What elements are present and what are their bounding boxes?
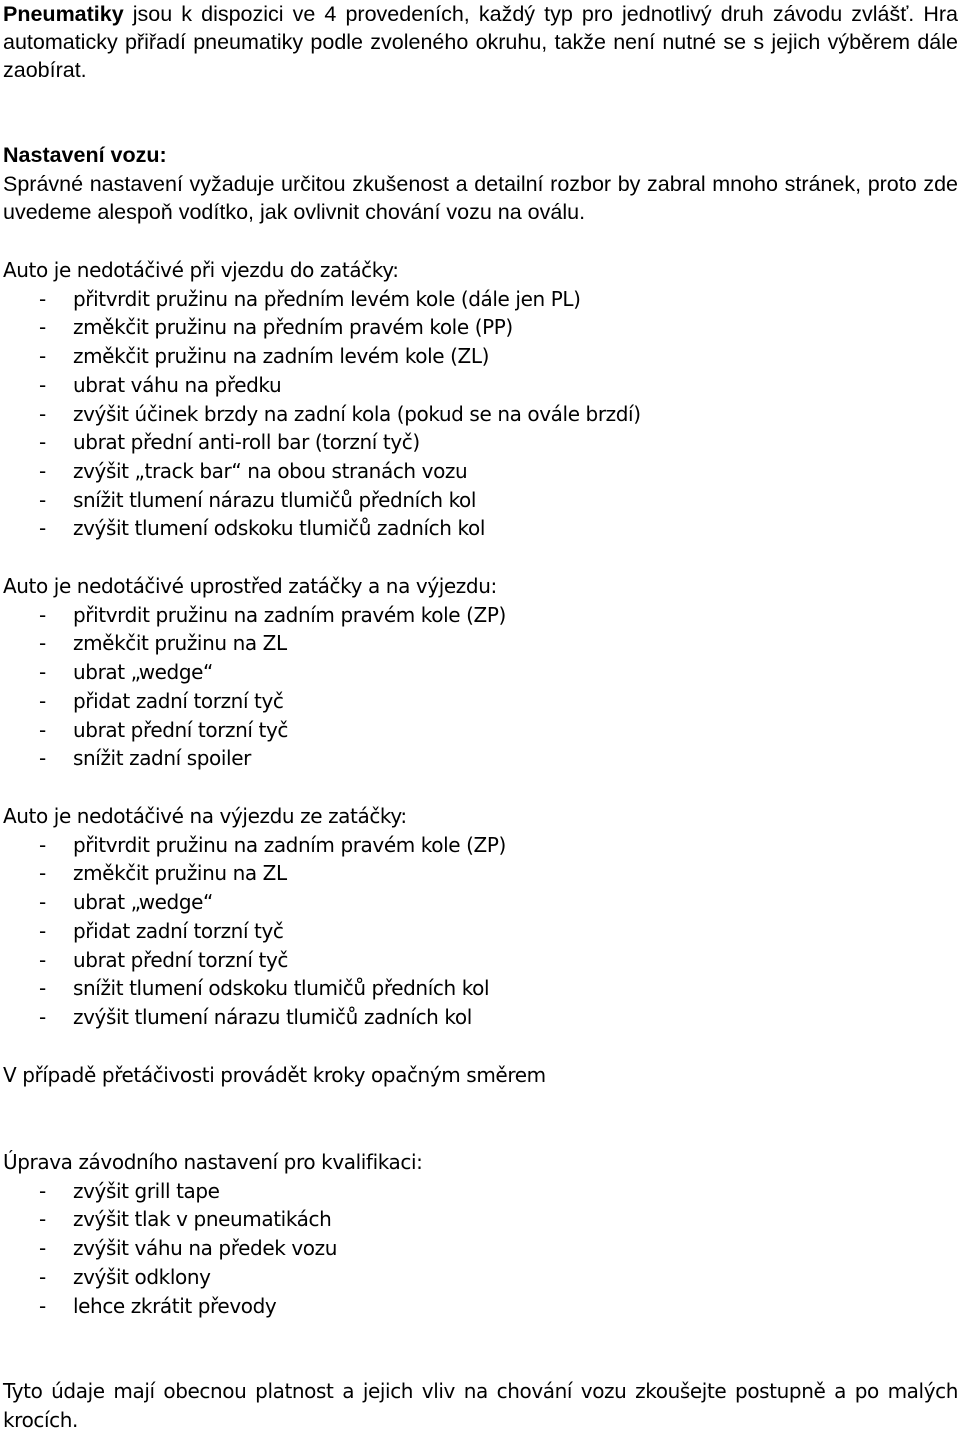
dash: - xyxy=(39,315,46,340)
list-item-text: ubrat přední torzní tyč xyxy=(73,717,288,742)
list-item-text: přidat zadní torzní tyč xyxy=(73,918,284,943)
list-item xyxy=(3,1205,958,1234)
list-item xyxy=(3,514,958,543)
dash: - xyxy=(39,372,46,397)
dash: - xyxy=(39,717,46,742)
list-item xyxy=(3,486,958,515)
list-item xyxy=(3,744,958,773)
mid-understeer-section xyxy=(3,572,958,773)
qualifying-list xyxy=(3,1177,958,1321)
dash: - xyxy=(39,516,46,541)
dash: - xyxy=(39,487,46,512)
dash: - xyxy=(39,1236,46,1261)
entry-understeer-heading: Auto je nedotáčivé při vjezdu do zatáčky: xyxy=(3,258,399,282)
oversteer-note: V případě přetáčivosti provádět kroky opačným směrem xyxy=(3,1063,546,1087)
list-item-text: ubrat „wedge“ xyxy=(73,660,214,685)
dash: - xyxy=(39,1178,46,1203)
list-item-text: ubrat „wedge“ xyxy=(73,890,214,915)
list-item-text: snížit tlumení nárazu tlumičů předních kol xyxy=(73,487,477,512)
entry-understeer-list xyxy=(3,285,958,543)
dash: - xyxy=(39,746,46,771)
mid-understeer-list xyxy=(3,601,958,773)
dash: - xyxy=(39,430,46,455)
intro-paragraph xyxy=(3,0,958,84)
list-item xyxy=(3,1003,958,1032)
list-item-text: zvýšit tlumení nárazu tlumičů zadních kol xyxy=(73,1004,472,1029)
list-item xyxy=(3,888,958,917)
qualifying-heading: Úprava závodního nastavení pro kvalifikaci: xyxy=(3,1150,423,1174)
list-item xyxy=(3,974,958,1003)
list-item xyxy=(3,629,958,658)
exit-understeer-list xyxy=(3,831,958,1032)
entry-understeer-section xyxy=(3,256,958,543)
setup-text: Správné nastavení vyžaduje určitou zkušenost a detailní rozbor by zabral mnoho stránek, proto zde uvedeme alespoň vodítko, jak ovlivnit chování vozu na oválu. xyxy=(3,171,958,225)
list-item xyxy=(3,1263,958,1292)
dash: - xyxy=(39,344,46,369)
dash: - xyxy=(39,918,46,943)
dash: - xyxy=(39,1293,46,1318)
list-item xyxy=(3,1234,958,1263)
dash: - xyxy=(39,602,46,627)
dash: - xyxy=(39,458,46,483)
list-item xyxy=(3,371,958,400)
list-item-text: zvýšit „track bar“ na obou stranách vozu xyxy=(73,458,468,483)
dash: - xyxy=(39,1264,46,1289)
list-item-text: přitvrdit pružinu na zadním pravém kole (ZP) xyxy=(73,832,506,857)
dash: - xyxy=(39,861,46,886)
list-item-text: zvýšit účinek brzdy na zadní kola (pokud se na ovále brzdí) xyxy=(73,401,641,426)
list-item xyxy=(3,313,958,342)
dash: - xyxy=(39,976,46,1001)
list-item-text: zvýšit tlumení odskoku tlumičů zadních kol xyxy=(73,516,485,541)
dash: - xyxy=(39,832,46,857)
setup-heading: Nastavení vozu: xyxy=(3,143,167,167)
list-item-text: přitvrdit pružinu na předním levém kole (dále jen PL) xyxy=(73,286,581,311)
dash: - xyxy=(39,1004,46,1029)
intro-bold-term: Pneumatiky xyxy=(3,2,124,26)
list-item-text: změkčit pružinu na zadním levém kole (ZL) xyxy=(73,344,490,369)
exit-understeer-section xyxy=(3,802,958,1032)
closing-paragraph: Tyto údaje mají obecnou platnost a jejich vliv na chování vozu zkoušejte postupně a po malých krocích. xyxy=(3,1379,958,1432)
list-item xyxy=(3,658,958,687)
dash: - xyxy=(39,631,46,656)
list-item-text: zvýšit váhu na předek vozu xyxy=(73,1236,338,1261)
dash: - xyxy=(39,688,46,713)
list-item-text: snížit tlumení odskoku tlumičů předních kol xyxy=(73,976,490,1001)
list-item-text: změkčit pružinu na ZL xyxy=(73,861,287,886)
list-item xyxy=(3,400,958,429)
list-item xyxy=(3,859,958,888)
dash: - xyxy=(39,890,46,915)
list-item-text: ubrat přední anti-roll bar (torzní tyč) xyxy=(73,430,420,455)
list-item xyxy=(3,1177,958,1206)
list-item-text: lehce zkrátit převody xyxy=(73,1293,277,1318)
list-item xyxy=(3,687,958,716)
list-item xyxy=(3,342,958,371)
list-item xyxy=(3,1292,958,1321)
dash: - xyxy=(39,286,46,311)
list-item xyxy=(3,917,958,946)
list-item xyxy=(3,428,958,457)
list-item xyxy=(3,457,958,486)
qualifying-section xyxy=(3,1148,958,1320)
list-item-text: ubrat přední torzní tyč xyxy=(73,947,288,972)
list-item-text: přidat zadní torzní tyč xyxy=(73,688,284,713)
dash: - xyxy=(39,401,46,426)
list-item xyxy=(3,716,958,745)
list-item-text: zvýšit grill tape xyxy=(73,1178,220,1203)
setup-section xyxy=(3,141,958,227)
list-item-text: zvýšit tlak v pneumatikách xyxy=(73,1207,332,1232)
mid-understeer-heading: Auto je nedotáčivé uprostřed zatáčky a na výjezdu: xyxy=(3,574,497,598)
list-item xyxy=(3,831,958,860)
intro-text: jsou k dispozici ve 4 provedeních, každý typ pro jednotlivý druh závodu zvlášť. Hra automaticky přiřadí pneumatiky podle zvoleného okruhu, takže není nutné se s jejich výběrem dále zaobírat. xyxy=(3,2,958,82)
list-item xyxy=(3,285,958,314)
dash: - xyxy=(39,660,46,685)
list-item-text: změkčit pružinu na předním pravém kole (PP) xyxy=(73,315,513,340)
list-item xyxy=(3,601,958,630)
list-item-text: zvýšit odklony xyxy=(73,1264,211,1289)
list-item xyxy=(3,946,958,975)
dash: - xyxy=(39,947,46,972)
list-item-text: ubrat váhu na předku xyxy=(73,372,282,397)
exit-understeer-heading: Auto je nedotáčivé na výjezdu ze zatáčky: xyxy=(3,804,407,828)
dash: - xyxy=(39,1207,46,1232)
list-item-text: změkčit pružinu na ZL xyxy=(73,631,287,656)
list-item-text: přitvrdit pružinu na zadním pravém kole (ZP) xyxy=(73,602,506,627)
list-item-text: snížit zadní spoiler xyxy=(73,746,251,771)
